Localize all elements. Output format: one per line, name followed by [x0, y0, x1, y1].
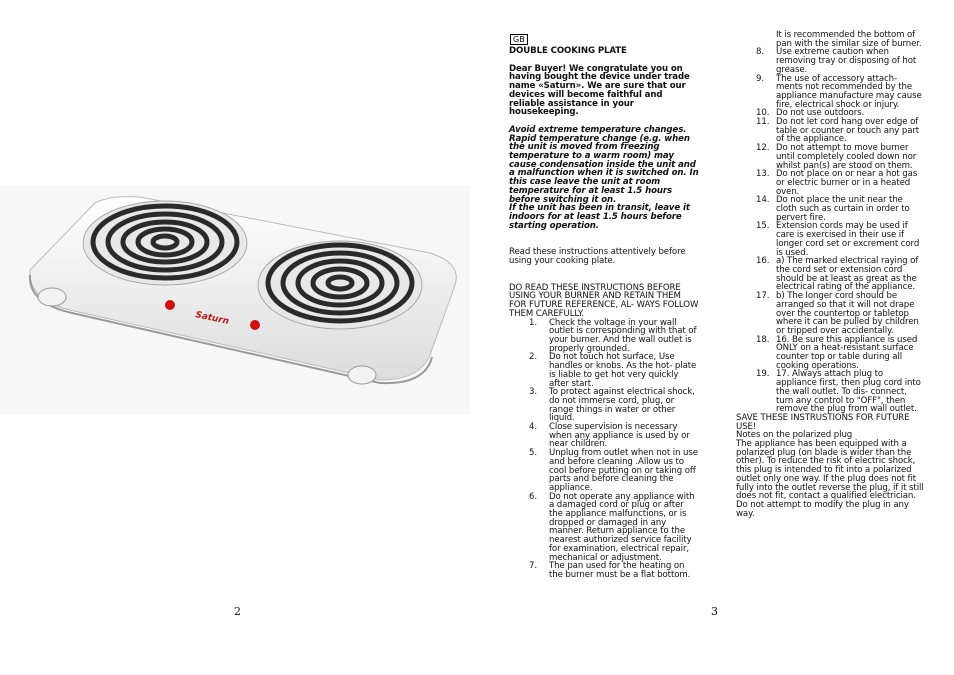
list-item-text: Extension cords may be used if care is exercised in their use if longer cord set or excrement cord is used. [776, 221, 920, 258]
list-item-text: 16. Be sure this appliance is used ONLY on a heat-resistant surface counter top or table during all cooking operations. [776, 334, 918, 371]
list-item-text: Do not let cord hang over edge of table or counter or touch any part of the appliance. [776, 117, 920, 145]
list-item-text: Use extreme caution when removing tray or disposing of hot grease. [776, 47, 917, 75]
list-item-text: Do not operate any appliance with a damaged cord or plug or after the appliance malfunctions, or is dropped or damaged in any manner. Return appliance to the nearest authorized service facility for examination, electrical repair, mechanical or adjustment. [549, 491, 695, 563]
notes-final: Do not attempt to modify the plug in any way. [736, 499, 909, 519]
list-item-number: 18. [756, 334, 770, 345]
list-item-number: 16. [756, 256, 770, 267]
list-item-text: Do not place on or near a hot gas or electric burner or in a heated oven. [776, 169, 918, 197]
list-item-number: 3. [529, 387, 537, 398]
document-title: DOUBLE COOKING PLATE [509, 46, 627, 56]
list-item-number: 13. [756, 169, 770, 180]
list-item [529, 319, 699, 354]
list-item [756, 144, 924, 170]
list-item-number: 10. [756, 108, 770, 119]
list-item [529, 562, 699, 579]
list-item-number: 6. [529, 491, 537, 502]
list-item-text: Unplug from outlet when not in use and before cleaning .Allow us to cool before putting on or taking off parts and before cleaning the appliance. [549, 448, 698, 493]
list-item [756, 370, 924, 414]
list-item-text: Do not use outdoors. [776, 108, 865, 119]
brand-logo: Saturn [194, 310, 230, 328]
safety-list-part-1 [509, 319, 699, 580]
save-instructions: SAVE THESE INSTRUSTIONS FOR FUTURE USE! [736, 412, 910, 432]
list-item-number: 5. [529, 448, 537, 459]
cooking-plate-image [0, 185, 470, 415]
list-item-number: 11. [756, 117, 770, 128]
list-item-text: Do not place the unit near the cloth such as curtain in order to pervert fire. [776, 195, 910, 223]
notes-title: Notes on the polarized plug [736, 430, 853, 441]
list-item [756, 292, 924, 336]
language-badge: GB [510, 34, 528, 45]
notes-body: The appliance has been equipped with a polarized plug (on blade is wider than the other). To reduce the risk of electric shock, this plug is intended to fit into a polarized outlet only one way. If the plug does not fit fully into the outlet reverse the plug, if it still does not fit, contact a qualified electrician. [736, 439, 924, 502]
read-instructions-note: Read these instructions attentively before using your cooking plate. [509, 247, 686, 267]
list-item-number: 15. [756, 221, 770, 232]
page-number-left: 2 [234, 605, 241, 618]
list-item [756, 257, 924, 292]
list-item-text: Close supervision is necessary when any appliance is used by or near children. [549, 422, 690, 450]
right-text-column [736, 31, 924, 518]
safety-list-part-2 [736, 48, 924, 414]
list-item-number: 12. [756, 143, 770, 154]
list-item [529, 353, 699, 388]
item-7-continuation: It is recommended the bottom of pan with the similar size of burner. [776, 30, 922, 49]
list-item [529, 388, 699, 423]
list-item-number: 7. [529, 561, 537, 572]
list-item-number: 1. [529, 317, 537, 328]
list-item-text: Do not touch hot surface, Use handles or knobs. As the hot- plate is liable to get hot very quickly after start. [549, 352, 697, 389]
list-item-text: b) The longer cord should be arranged so that it will not drape over the countertop or tabletop where it can be pulled by children or tripped over accidentally. [776, 291, 919, 336]
list-item-number: 2. [529, 352, 537, 363]
list-item-number: 4. [529, 422, 537, 433]
list-item-text: a) The marked electrical raying of the cord set or extension cord should be at least as great as the electrical rating of the appliance. [776, 256, 919, 293]
list-item-text: The use of accessory attach- ments not recommended by the appliance manufacture may cause fire, electrical shock or injury. [776, 73, 922, 110]
list-item-number: 14. [756, 195, 770, 206]
list-item-number: 8. [756, 47, 764, 58]
list-item [756, 48, 924, 74]
left-text-column [509, 47, 699, 580]
list-item-text: Do not attempt to move burner until completely cooled down nor whilst pan(s) are stood on them. [776, 143, 917, 171]
list-item-text: To protect against electrical shock, do not immerse cord, plug, or range things in water or other liquid. [549, 387, 695, 424]
page-number-right: 3 [711, 605, 718, 618]
list-item [756, 222, 924, 257]
list-item-number: 9. [756, 73, 764, 84]
transit-warning: If the unit has been in transit, leave it indoors for at least 1.5 hours before starting operation. [509, 203, 690, 231]
list-item-number: 19. [756, 369, 770, 380]
list-item [756, 336, 924, 371]
list-item-text: 17. Always attach plug to appliance first, then plug cord into the wall outlet. To dis- connect, turn any control to "OFF", then remove the plug from wall outlet. [776, 369, 921, 415]
list-item-text: The pan used for the heating on the burner must be a flat bottom. [549, 561, 691, 580]
list-item-number: 17. [756, 291, 770, 302]
do-read-notice: DO READ THESE INSTRUCTIONS BEFORE USING YOUR BURNER AND RETAIN THEM FOR FUTURE REFERENCE, AL- WAYS FOLLOW THEM CAREFULLY. [509, 282, 699, 319]
greeting-paragraph: Dear Buyer! We congratulate you on having bought the device under trade name «Saturn». We are sure that our devices will become faithful and reliable assistance in your housekeeping. [509, 63, 690, 118]
list-item [756, 75, 924, 110]
list-item [756, 170, 924, 196]
temperature-warning: Avoid extreme temperature changes. Rapid temperature change (e.g. when the unit is moved from freezing temperature to a warm room) may cause condensation inside the unit and a malfunction when it is switched on. In this case leave the unit at room temperature for at least 1.5 hours before switching it on. [509, 124, 699, 205]
list-item-text: Check the voltage in your wall outlet is corresponding with that of your burner. And the wall outlet is properly grounded. [549, 317, 697, 354]
list-item [529, 449, 699, 493]
list-item [756, 196, 924, 222]
list-item [529, 493, 699, 563]
list-item [529, 423, 699, 449]
list-item [756, 118, 924, 144]
